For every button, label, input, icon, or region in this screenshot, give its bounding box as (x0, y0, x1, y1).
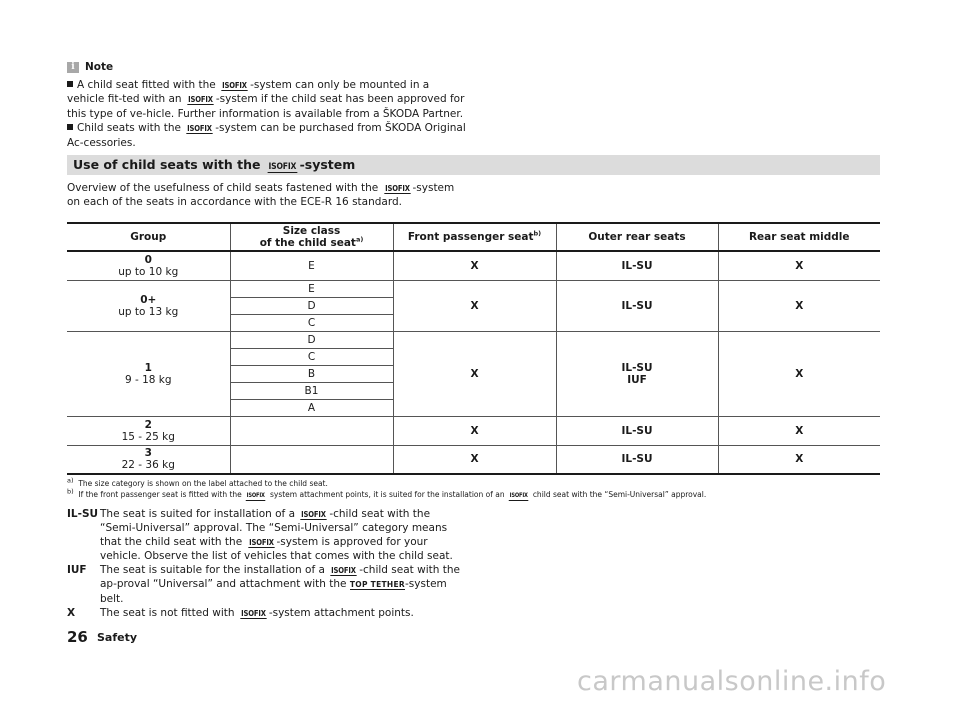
size-class-cell: B (230, 365, 393, 382)
group-cell: 0 up to 10 kg (67, 251, 230, 280)
bullet-square-icon (67, 124, 73, 130)
isofix-logo: ISOFIX (268, 162, 297, 172)
isofix-logo: ISOFIX (222, 80, 247, 90)
size-class-cell: A (230, 399, 393, 416)
front-cell: X (393, 280, 556, 331)
isofix-logo: ISOFIX (331, 566, 357, 575)
bullet-square-icon (67, 81, 73, 87)
group-cell: 3 22 - 36 kg (67, 445, 230, 474)
size-class-cell: C (230, 348, 393, 365)
size-class-cell: E (230, 251, 393, 280)
definition-iuf: IUF The seat is suitable for the installation of a ISOFIX -child seat with the ap-proval “Universal” and attachment with the TOP TETHER-system belt. (67, 564, 460, 605)
table-row (67, 331, 880, 348)
size-class-cell: D (230, 297, 393, 314)
size-class-cell: E (230, 280, 393, 297)
info-icon: i (67, 62, 79, 73)
front-cell: X (393, 416, 556, 445)
isofix-logo: ISOFIX (187, 124, 213, 133)
page-number: 26 (67, 628, 88, 646)
header-group: Group (67, 223, 230, 251)
table-row (67, 416, 880, 445)
note-header (67, 60, 467, 75)
outer-cell: IL-SU (556, 251, 718, 280)
group-cell: 1 9 - 18 kg (67, 331, 230, 416)
isofix-logo: ISOFIX (188, 95, 213, 104)
size-class-cell: D (230, 331, 393, 348)
size-class-cell: C (230, 314, 393, 331)
middle-cell: X (718, 416, 880, 445)
footer-section-name: Safety (97, 631, 138, 644)
isofix-table (67, 222, 880, 475)
front-cell: X (393, 251, 556, 280)
definition-ilsu: IL-SU The seat is suited for installation of a ISOFIX -child seat with the “Semi-Universal” approval. The “Semi-Universal” category means that the child seat with the ISOFIX -system is approved for your vehicle. Observe the list of vehicles that comes with the child seat. (67, 508, 453, 562)
header-rear-middle: Rear seat middle (718, 223, 880, 251)
note-box (67, 60, 467, 150)
note-paragraph-1: A child seat fitted with the ISOFIX -system can only be mounted in a vehicle fit-ted with an ISOFIX -system if the child seat has been approved for this type of ve-hicle. Further information is available from a ŠKODA Partner. (67, 78, 465, 120)
table-header-row (67, 223, 880, 251)
outer-cell: IL-SU IUF (556, 331, 718, 416)
watermark: carmanualsonline.info (577, 666, 887, 697)
header-outer-rear: Outer rear seats (556, 223, 718, 251)
top-tether-logo: TOP TETHER (349, 580, 406, 589)
middle-cell: X (718, 280, 880, 331)
front-cell: X (393, 331, 556, 416)
outer-cell: IL-SU (556, 416, 718, 445)
header-front-passenger: Front passenger seat$^{b)}$ (393, 223, 556, 251)
section-heading: Use of child seats with the ISOFIX -system (67, 155, 880, 175)
group-cell: 0+ up to 13 kg (67, 280, 230, 331)
middle-cell: X (718, 331, 880, 416)
size-class-cell (230, 445, 393, 474)
isofix-logo: ISOFIX (241, 609, 266, 618)
isofix-logo: ISOFIX (301, 510, 327, 519)
table-row (67, 251, 880, 280)
group-cell: 2 15 - 25 kg (67, 416, 230, 445)
size-class-cell (230, 416, 393, 445)
intro-text: Overview of the usefulness of child seats fastened with the ISOFIX -system on each of the seats in accordance with the ECE-R 16 standard. (67, 182, 455, 208)
note-title: Note (85, 61, 114, 73)
isofix-logo: ISOFIX (509, 492, 528, 499)
note-paragraph-2: Child seats with the ISOFIX -system can be purchased from ŠKODA Original Ac-cessories. (67, 122, 466, 149)
table-row (67, 280, 880, 297)
size-class-cell: B1 (230, 382, 393, 399)
footnote-b: b) If the front passenger seat is fitted with the ISOFIX system attachment points, it is suited for the installation of an ISOFIX child seat with the “Semi-Universal” approval. (67, 487, 707, 499)
isofix-logo: ISOFIX (246, 492, 265, 499)
middle-cell: X (718, 445, 880, 474)
header-size-class: Size class of the child seat$^{a)}$ (230, 223, 393, 251)
table-row (67, 445, 880, 474)
front-cell: X (393, 445, 556, 474)
isofix-logo: ISOFIX (248, 538, 274, 547)
footnote-a: a) The size category is shown on the label attached to the child seat. (67, 476, 328, 488)
isofix-logo: ISOFIX (384, 184, 410, 193)
middle-cell: X (718, 251, 880, 280)
outer-cell: IL-SU (556, 445, 718, 474)
outer-cell: IL-SU (556, 280, 718, 331)
definitions-list (67, 507, 467, 620)
definition-x: X The seat is not fitted with ISOFIX -system attachment points. (67, 607, 414, 619)
